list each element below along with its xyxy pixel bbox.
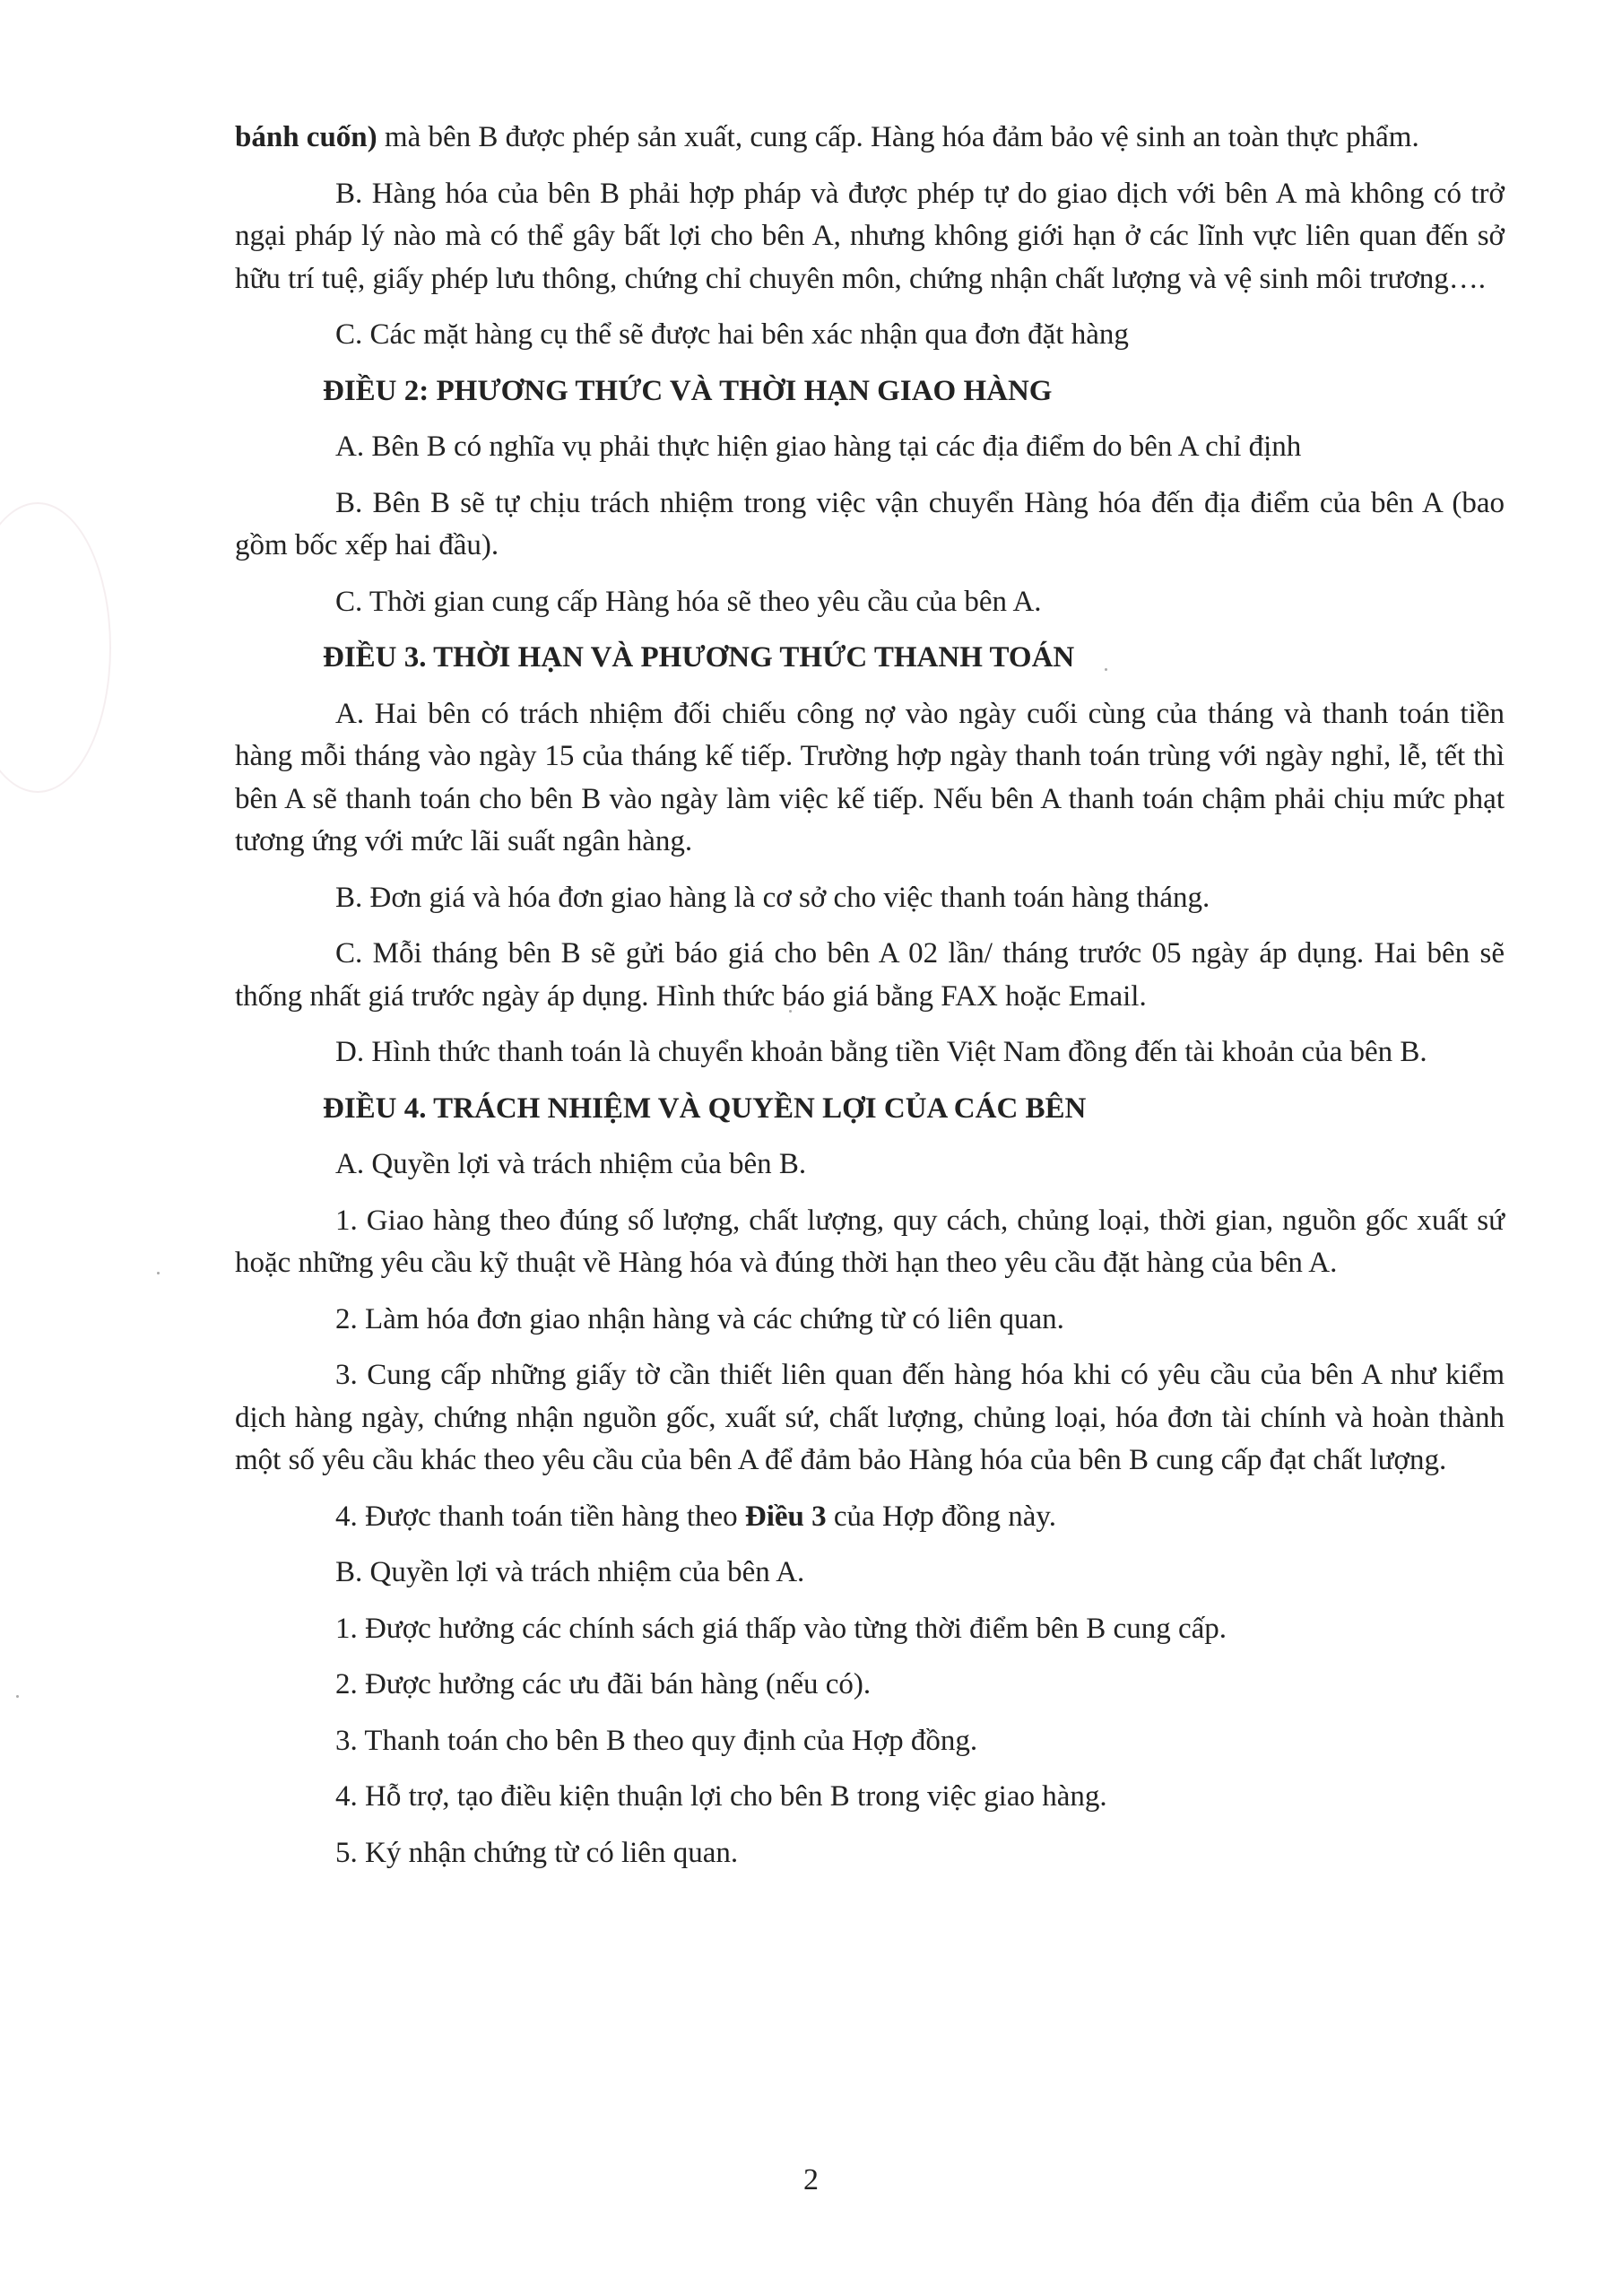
article4-b-item: 2. Được hưởng các ưu đãi bán hàng (nếu có). <box>335 1668 872 1700</box>
article2-clause-c: C. Thời gian cung cấp Hàng hóa sẽ theo yêu cầu của bên A. <box>335 585 1042 618</box>
article4-b-item: 5. Ký nhận chứng từ có liên quan. <box>335 1836 739 1869</box>
article3-clause-a: A. Hai bên có trách nhiệm đối chiếu công nợ vào ngày cuối cùng của tháng và thanh toán tiền hàng mỗi tháng vào ngày 15 của tháng kế tiếp. Trường hợp ngày thanh toán trùng với ngày nghỉ, lễ, tết thì bên A sẽ thanh toán cho bên B vào ngày làm việc kế tiếp. Nếu bên A thanh toán chậm phải chịu mức phạt tương ứng với mức lãi suất ngân hàng. <box>235 697 1505 857</box>
article3-clause-c: C. Mỗi tháng bên B sẽ gửi báo giá cho bên A 02 lần/ tháng trước 05 ngày áp dụng. Hai bên sẽ thống nhất giá trước ngày áp dụng. Hình thức báo giá bằng FAX hoặc Email. <box>235 937 1505 1013</box>
intro-text: mà bên B được phép sản xuất, cung cấp. Hàng hóa đảm bảo vệ sinh an toàn thực phẩm. <box>377 121 1419 153</box>
article4-b-item: 1. Được hưởng các chính sách giá thấp vào từng thời điểm bên B cung cấp. <box>335 1612 1227 1645</box>
faded-stamp-mark <box>0 502 111 793</box>
article4-heading: ĐIỀU 4. TRÁCH NHIỆM VÀ QUYỀN LỢI CỦA CÁC BÊN <box>323 1091 1087 1125</box>
article2-clause-a: A. Bên B có nghĩa vụ phải thực hiện giao hàng tại các địa điểm do bên A chỉ định <box>335 430 1302 463</box>
article1-clause-c: C. Các mặt hàng cụ thể sẽ được hai bên xác nhận qua đơn đặt hàng <box>335 318 1129 351</box>
article3-clause-d: D. Hình thức thanh toán là chuyển khoản bằng tiền Việt Nam đồng đến tài khoản của bên B. <box>335 1036 1427 1068</box>
article4-b-item: 4. Hỗ trợ, tạo điều kiện thuận lợi cho bên B trong việc giao hàng. <box>335 1780 1107 1813</box>
article3-clause-b: B. Đơn giá và hóa đơn giao hàng là cơ sở cho việc thanh toán hàng tháng. <box>335 881 1210 914</box>
article4-a-item-4 <box>235 1496 1505 1539</box>
article1-clause-b: B. Hàng hóa của bên B phải hợp pháp và được phép tự do giao dịch với bên A mà không có trở ngại pháp lý nào mà có thể gây bất lợi cho bên A, nhưng không giới hạn ở các lĩnh vực liên quan đến sở hữu trí tuệ, giấy phép lưu thông, chứng chỉ chuyên môn, chứng nhận chất lượng và vệ sinh môi trương…. <box>235 177 1505 295</box>
scan-speck <box>157 1272 160 1274</box>
article4-b-item: 3. Thanh toán cho bên B theo quy định của Hợp đồng. <box>335 1724 978 1757</box>
article2-heading: ĐIỀU 2: PHƯƠNG THỨC VÀ THỜI HẠN GIAO HÀNG <box>323 374 1053 407</box>
item4-text-start: 4. Được thanh toán tiền hàng theo <box>335 1500 745 1533</box>
intro-paragraph <box>235 117 1505 160</box>
intro-bold-lead: bánh cuốn) <box>235 121 377 153</box>
page-number: 2 <box>803 2163 819 2196</box>
article4-section-a-title: A. Quyền lợi và trách nhiệm của bên B. <box>335 1148 807 1180</box>
item4-article-reference: Điều 3 <box>744 1500 827 1533</box>
article3-heading: ĐIỀU 3. THỜI HẠN VÀ PHƯƠNG THỨC THANH TOÁN <box>323 641 1075 674</box>
item4-text-end: của Hợp đồng này. <box>826 1500 1056 1533</box>
article4-a-item: 3. Cung cấp những giấy tờ cần thiết liên quan đến hàng hóa khi có yêu cầu của bên A như kiểm dịch hàng ngày, chứng nhận nguồn gốc, xuất sứ, chất lượng, chủng loại, hóa đơn tài chính và hoàn thành một số yêu cầu khác theo yêu cầu của bên A để đảm bảo Hàng hóa của bên B cung cấp đạt chất lượng. <box>235 1359 1505 1476</box>
article4-a-item: 1. Giao hàng theo đúng số lượng, chất lượng, quy cách, chủng loại, thời gian, nguồn gốc xuất sứ hoặc những yêu cầu kỹ thuật về Hàng hóa và đúng thời hạn theo yêu cầu đặt hàng của bên A. <box>235 1204 1505 1279</box>
scan-speck <box>16 1695 19 1698</box>
document-page <box>235 117 1505 1874</box>
article4-a-item: 2. Làm hóa đơn giao nhận hàng và các chứng từ có liên quan. <box>335 1302 1064 1335</box>
article2-clause-b: B. Bên B sẽ tự chịu trách nhiệm trong việc vận chuyển Hàng hóa đến địa điểm của bên A (bao gồm bốc xếp hai đầu). <box>235 486 1505 561</box>
article4-section-b-title: B. Quyền lợi và trách nhiệm của bên A. <box>335 1556 805 1588</box>
